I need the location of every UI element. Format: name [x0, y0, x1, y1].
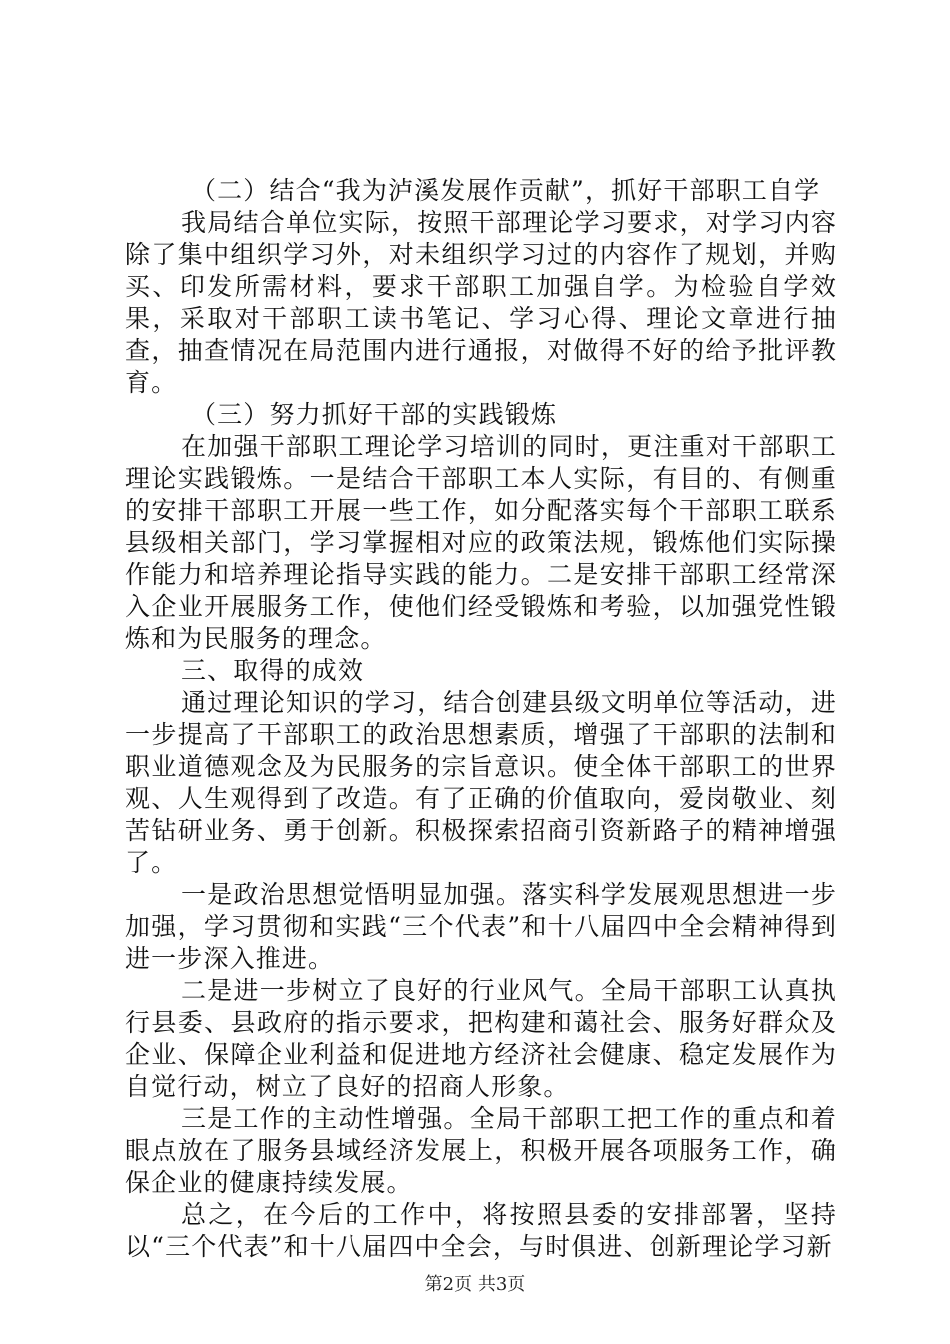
- paragraph-results-intro: 通过理论知识的学习，结合创建县级文明单位等活动，进一步提高了干部职工的政治思想素质，增强了干部职的法制和职业道德观念及为民服务的宗旨意识。使全体干部职工的世界观、人生观得到了改造。有了正确的价值取向，爱岗敬业、刻苦钻研业务、勇于创新。积极探索招商引资新路子的精神增强了。: [125, 688, 837, 877]
- section-heading-self-study: （二）结合“我为泸溪发展作贡献”，抓好干部职工自学: [191, 176, 821, 205]
- page-number: 第2页 共3页: [424, 1274, 526, 1295]
- paragraph-result-two: 二是进一步树立了良好的行业风气。全局干部职工认真执行县委、县政府的指示要求，把构建和蔼社会、服务好群众及企业、保障企业利益和促进地方经济社会健康、稳定发展作为自觉行动，树立了良好的招商人形象。: [125, 976, 837, 1101]
- paragraph-practice: 在加强干部职工理论学习培训的同时，更注重对干部职工理论实践锻炼。一是结合干部职工本人实际，有目的、有侧重的安排干部职工开展一些工作，如分配落实每个干部职工联系县级相关部门，学习掌握相对应的政策法规，锻炼他们实际操作能力和培养理论指导实践的能力。二是安排干部职工经常深入企业开展服务工作，使他们经受锻炼和考验，以加强党性锻炼和为民服务的理念。: [125, 432, 837, 653]
- paragraph-conclusion: 总之，在今后的工作中，将按照县委的安排部署，坚持以“三个代表”和十八届四中全会，与时俱进、创新理论学习新: [125, 1200, 837, 1261]
- section-heading-practice: （三）努力抓好干部的实践锻炼: [191, 400, 558, 429]
- paragraph-self-study: 我局结合单位实际，按照干部理论学习要求，对学习内容除了集中组织学习外，对未组织学习过的内容作了规划，并购买、印发所需材料，要求干部职工加强自学。为检验自学效果，采取对干部职工读书笔记、学习心得、理论文章进行抽查，抽查情况在局范围内进行通报，对做得不好的给予批评教育。: [125, 208, 837, 397]
- section-heading-results: 三、取得的成效: [181, 656, 365, 685]
- page-footer: [0, 1274, 950, 1296]
- paragraph-result-three: 三是工作的主动性增强。全局干部职工把工作的重点和着眼点放在了服务县域经济发展上，积极开展各项服务工作，确保企业的健康持续发展。: [125, 1104, 837, 1197]
- document-body: [125, 175, 837, 1263]
- paragraph-result-one: 一是政治思想觉悟明显加强。落实科学发展观思想进一步加强，学习贯彻和实践“三个代表”和十八届四中全会精神得到进一步深入推进。: [125, 880, 837, 973]
